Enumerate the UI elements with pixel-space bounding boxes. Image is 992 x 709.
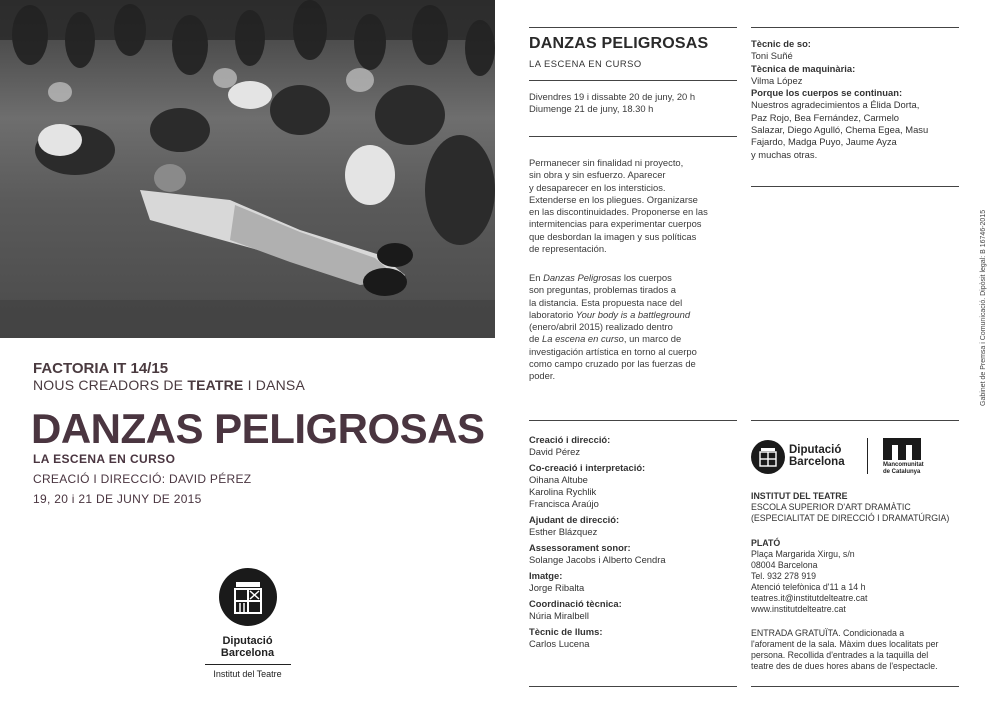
tagline-bold: TEATRE — [187, 377, 244, 393]
main-dates: 19, 20 i 21 DE JUNY DE 2015 — [33, 492, 202, 506]
thanks-line: Paz Rojo, Bea Fernández, Carmelo — [751, 111, 899, 123]
credit-label: Creació i direcció: — [529, 434, 611, 445]
credit-label: Tècnica de maquinària: — [751, 62, 856, 74]
institut-label: Institut del Teatre — [213, 669, 282, 679]
series-label: FACTORIA IT 14/15 — [33, 360, 169, 377]
credits-list — [529, 434, 739, 650]
diputacio-emblem-icon — [751, 440, 785, 474]
mancomunitat-wordmark — [883, 462, 924, 475]
diputacio-emblem-icon — [219, 568, 277, 626]
rule — [529, 80, 737, 81]
technical-credits — [751, 38, 961, 161]
mancomunitat-m-icon — [883, 438, 921, 460]
credit-label: Assessorament sonor: — [529, 542, 631, 553]
thanks-line: y muchas otras. — [751, 148, 818, 160]
escola-line: (ESPECIALITAT DE DIRECCIÓ I DRAMATÚRGIA) — [751, 513, 950, 523]
text: de — [529, 333, 543, 345]
rule — [751, 686, 959, 687]
performance-photo — [0, 0, 495, 338]
date-line: Divendres 19 i dissabte 20 de juny, 20 h — [529, 91, 696, 102]
logo-divider — [205, 664, 291, 665]
credit-name: Núria Miralbell — [529, 610, 589, 621]
paragraph-line: Extenderse en los pliegues. Organizarse — [529, 193, 698, 205]
paragraph-line: (enero/abril 2015) realizado dentro — [529, 321, 673, 333]
credit-label: Imatge: — [529, 570, 563, 581]
rule — [529, 27, 737, 28]
paragraph-line: como campo cruzado por las fuerzas de — [529, 358, 696, 370]
admission-line: persona. Recollida d'entrades a la taquilla del — [751, 650, 929, 660]
paragraph-line: Permanecer sin finalidad ni proyecto, — [529, 157, 684, 168]
main-title: DANZAS PELIGROSAS — [31, 405, 485, 452]
credit-label: Porque los cuerpos se continuan: — [751, 87, 903, 99]
address-line: 08004 Barcelona — [751, 560, 818, 570]
logo-text: de Catalunya — [883, 468, 921, 475]
date-line: Diumenge 21 de juny, 18.30 h — [529, 103, 654, 115]
paragraph-line — [529, 333, 739, 345]
diputacio-name-2: Barcelona — [220, 647, 275, 659]
admission-line: l'aforament de la sala. Màxim dues localitats per — [751, 639, 939, 649]
performance-dates — [529, 91, 739, 116]
institut-heading: INSTITUT DEL TEATRE — [751, 491, 848, 501]
credit-label: Tècnic de so: — [751, 38, 811, 49]
paragraph-line: en las discontinuidades. Proponerse en las — [529, 206, 708, 218]
text: , un marco de — [623, 333, 682, 345]
phone-line: Tel. 932 278 919 — [751, 571, 817, 581]
website-link[interactable]: www.institutdelteatre.cat — [751, 604, 846, 614]
address-line: Plaça Margarida Xirgu, s/n — [751, 549, 855, 559]
sponsor-logos — [751, 438, 961, 478]
logo-text: Diputació — [789, 444, 842, 456]
venue-heading: PLATÓ — [751, 538, 781, 548]
rule — [751, 186, 959, 187]
paragraph-line: sin obra y sin esfuerzo. Aparecer — [529, 169, 666, 181]
email-link[interactable]: teatres.it@institutdelteatre.cat — [751, 593, 868, 603]
credit-name: Toni Suñé — [751, 50, 793, 62]
credit-name: Carlos Lucena — [529, 638, 590, 649]
rule — [751, 420, 959, 421]
main-subtitle: LA ESCENA EN CURSO — [33, 452, 176, 466]
credit-name: Francisca Araújo — [529, 498, 599, 509]
credit-label: Tècnic de llums: — [529, 626, 603, 637]
paragraph-line: investigación artística en torno al cuerpo — [529, 345, 697, 357]
paragraph-line: que desbordan la imagen y sus políticas — [529, 230, 697, 242]
diputacio-wordmark — [789, 444, 845, 468]
logo-text: Barcelona — [789, 456, 845, 468]
credit-label: Coordinació tècnica: — [529, 598, 622, 609]
mid-subtitle: LA ESCENA EN CURSO — [529, 58, 642, 69]
admission-line: ENTRADA GRATUÏTA. Condicionada a — [751, 628, 905, 638]
credit-name: Esther Blázquez — [529, 526, 598, 537]
paragraph-line — [529, 272, 739, 284]
rule — [529, 136, 737, 137]
mid-title: DANZAS PELIGROSAS — [529, 35, 709, 52]
rule — [751, 27, 959, 28]
venue-block — [751, 538, 966, 615]
crowd-photo-illustration — [0, 0, 495, 338]
logo-divider — [867, 438, 868, 474]
paragraph-line: y desaparecer en los intersticios. — [529, 181, 666, 193]
paragraph-line: intermitencias para experimentar cuerpos — [529, 218, 702, 230]
credit-name: Oihana Altube — [529, 474, 588, 485]
text: los cuerpos — [621, 272, 672, 283]
emphasis: Your body is a battleground — [575, 308, 691, 320]
paragraph-line — [529, 309, 739, 321]
main-credit: CREACIÓ I DIRECCIÓ: DAVID PÉREZ — [33, 472, 252, 486]
description-paragraph-1 — [529, 157, 739, 255]
credit-name: Karolina Rychlik — [529, 486, 597, 497]
text: En — [529, 272, 544, 283]
emphasis: Danzas Peligrosas — [543, 272, 622, 283]
logo-text: Mancomunitat — [883, 462, 924, 468]
rule — [529, 686, 737, 687]
credit-name: David Pérez — [529, 446, 581, 457]
thanks-line: Salazar, Diego Agulló, Chema Egea, Masu — [751, 124, 929, 136]
credit-label: Ajudant de direcció: — [529, 514, 620, 525]
description-paragraph-2 — [529, 272, 739, 383]
text: laboratorio — [529, 308, 576, 320]
diputacio-name-1: Diputació — [222, 635, 273, 647]
diputacio-logo — [205, 568, 290, 679]
admission-line: teatre des de dues hores abans de l'espectacle. — [751, 661, 938, 671]
institut-block — [751, 491, 966, 524]
credit-label: Co-creació i interpretació: — [529, 462, 646, 473]
tagline — [33, 377, 305, 393]
tagline-prefix: NOUS CREADORS DE — [33, 377, 188, 393]
paragraph-line: poder. — [529, 370, 556, 382]
thanks-line: Fajardo, Madga Puyo, Jaume Ayza — [751, 136, 897, 148]
thanks-line: Nuestros agradecimientos a Élida Dorta, — [751, 99, 920, 111]
admission-note — [751, 628, 966, 672]
rule — [529, 420, 737, 421]
credit-name: Jorge Ribalta — [529, 582, 585, 593]
legal-deposit-note: Gabinet de Premsa i Comunicació. Dipòsit legal: B 16746-2015 — [980, 209, 987, 406]
paragraph-line: de representación. — [529, 243, 607, 255]
credit-name: Vilma López — [751, 74, 803, 86]
credit-name: Solange Jacobs i Alberto Cendra — [529, 554, 666, 565]
tagline-suffix: I DANSA — [243, 377, 305, 393]
hours-line: Atenció telefònica d'11 a 14 h — [751, 582, 866, 592]
paragraph-line: la distancia. Esta propuesta nace del — [529, 296, 683, 308]
emphasis: La escena en curso — [542, 333, 624, 345]
escola-line: ESCOLA SUPERIOR D'ART DRAMÀTIC — [751, 502, 911, 512]
paragraph-line: son preguntas, problemas tirados a — [529, 284, 676, 296]
